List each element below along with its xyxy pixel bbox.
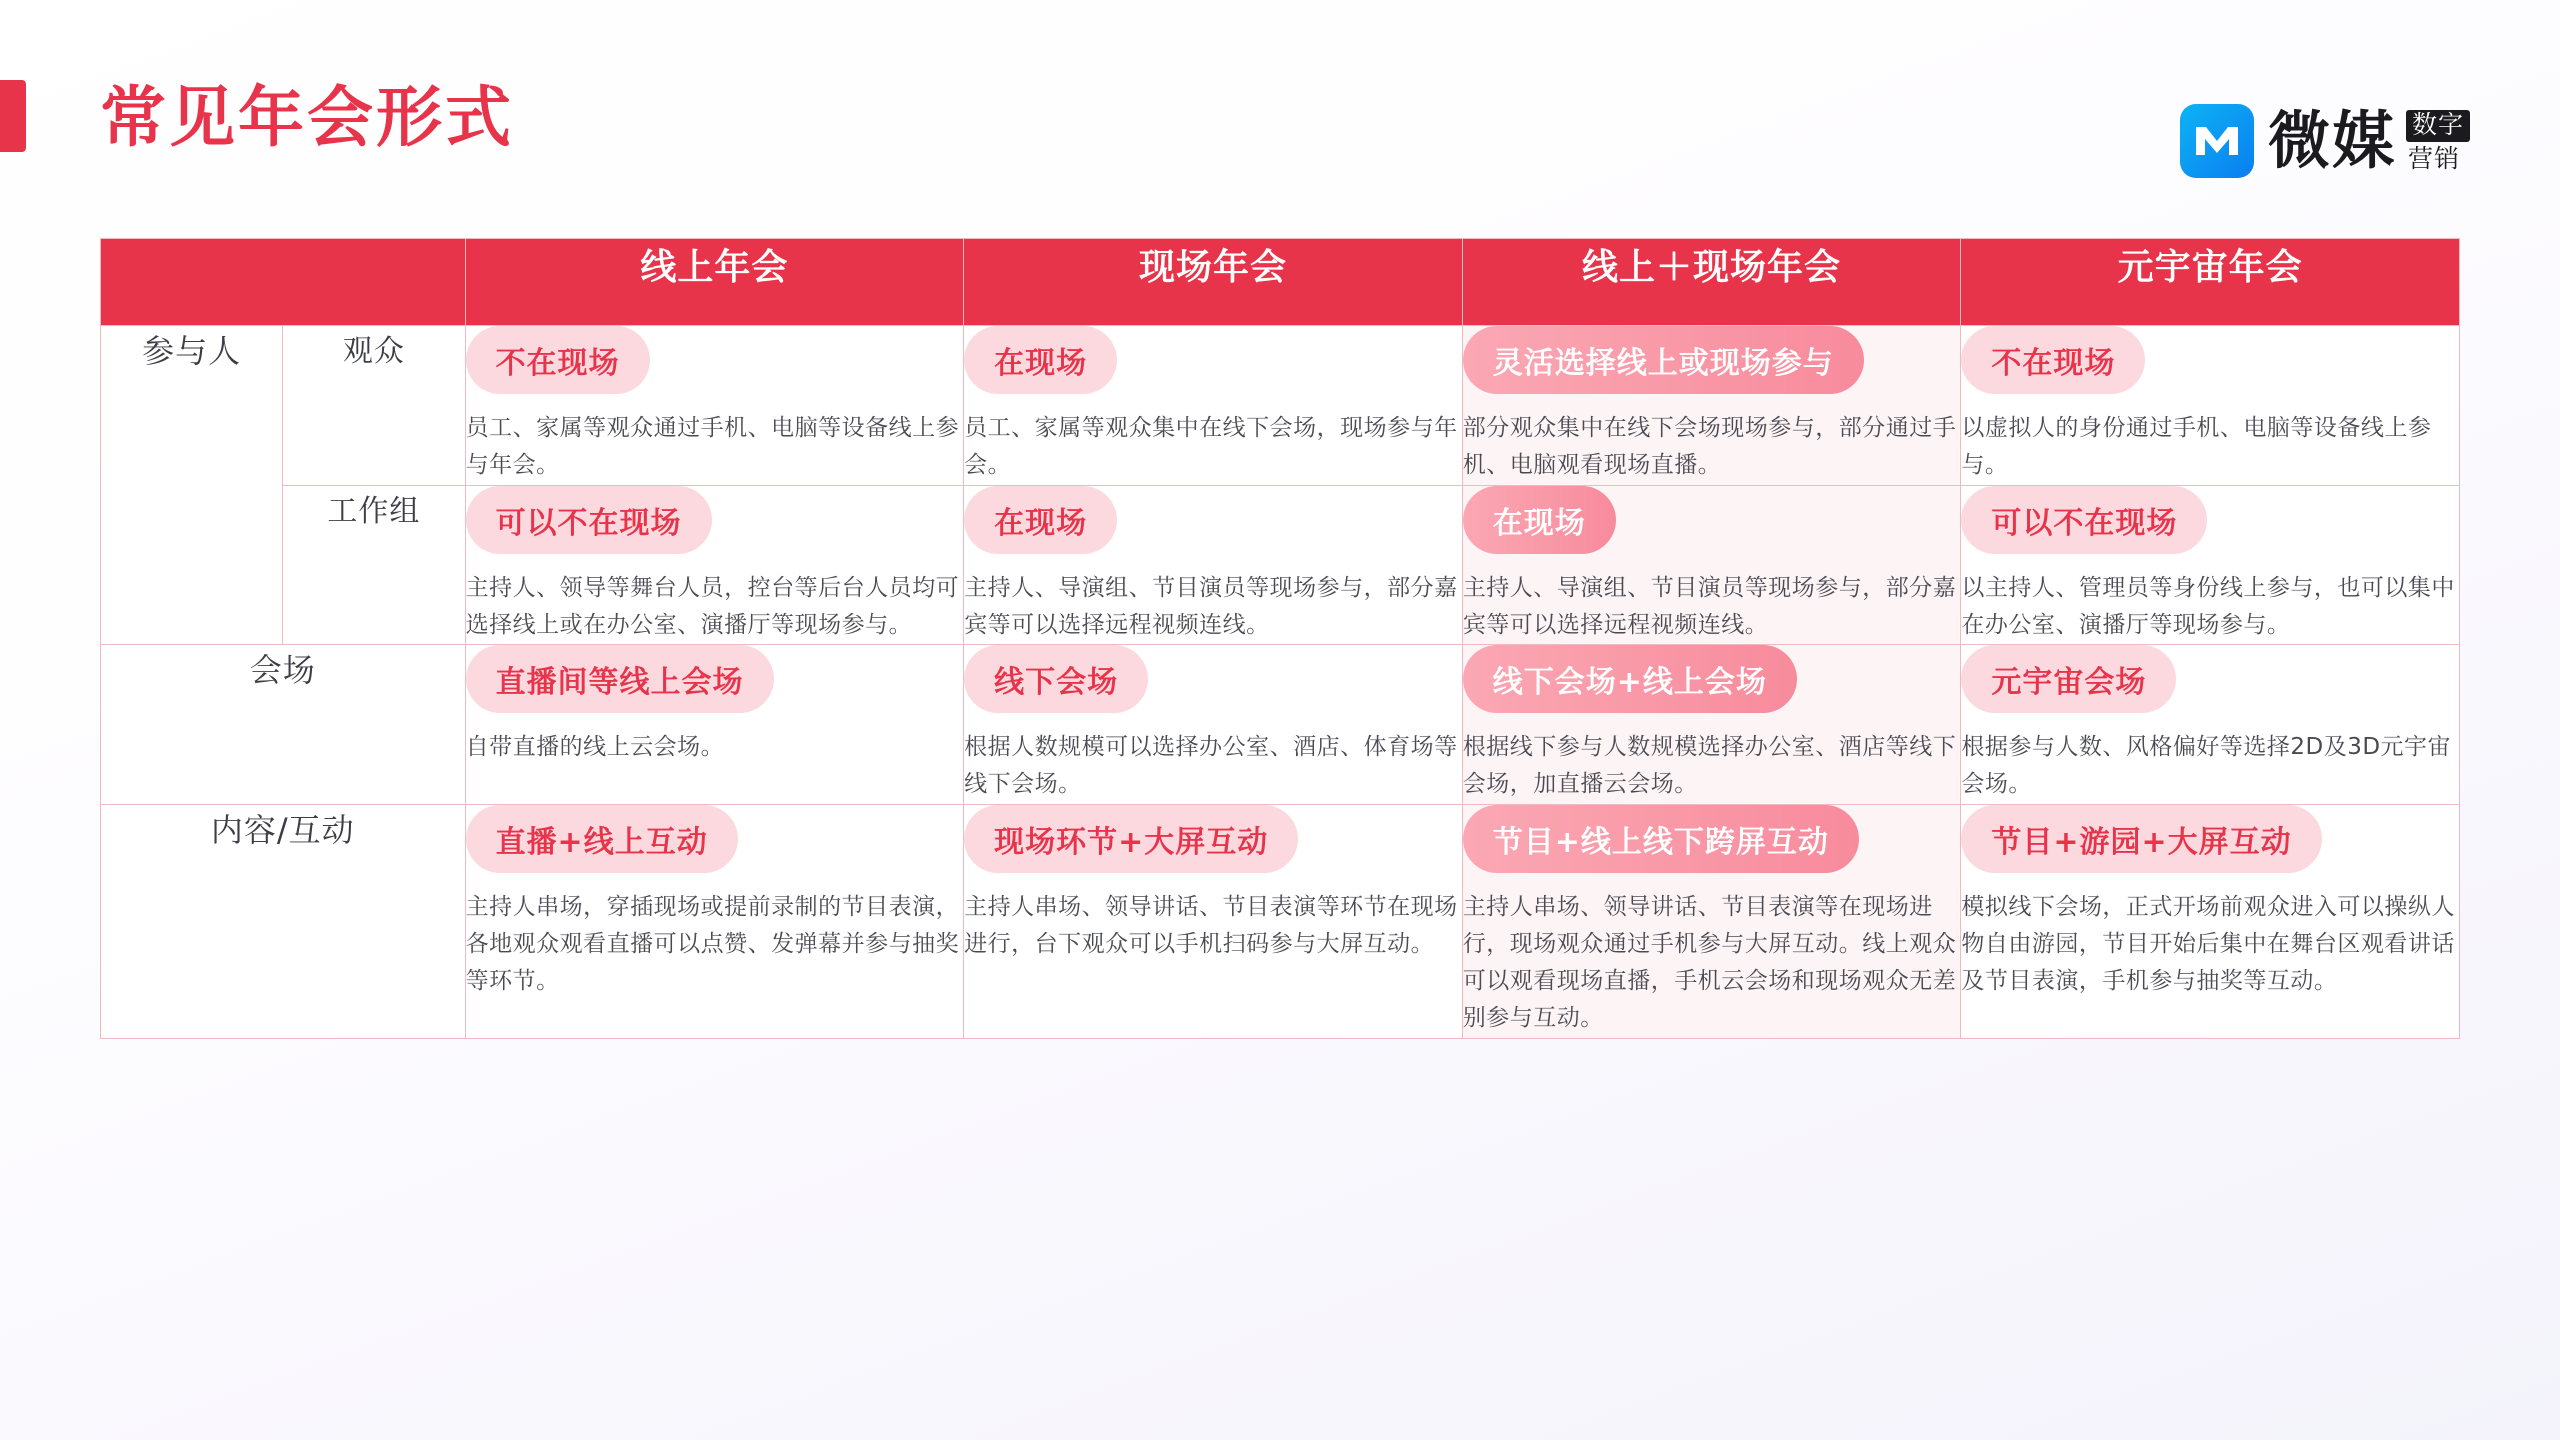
table-header-corner	[101, 239, 466, 326]
cell-venue-onsite	[964, 645, 1463, 805]
cell-audience-hybrid	[1462, 326, 1961, 486]
cell-desc: 自带直播的线上云会场。	[465, 734, 725, 760]
cell-desc: 员工、家属等观众通过手机、电脑等设备线上参与年会。	[465, 415, 960, 479]
cell-pill: 节目+游园+大屏互动	[1961, 805, 2321, 873]
brand-subtitle	[2406, 110, 2470, 172]
cell-pill: 直播+线上互动	[466, 805, 738, 873]
cell-staff-onsite	[964, 485, 1463, 645]
brand-subtitle-top: 数字	[2406, 110, 2470, 141]
cell-content-metaverse	[1961, 804, 2460, 1038]
brand-logo	[2180, 96, 2470, 186]
weimei-logo-mark-icon	[2180, 104, 2254, 178]
table-header-metaverse: 元宇宙年会	[1961, 239, 2460, 326]
cell-desc: 以主持人、管理员等身份线上参与，也可以集中在办公室、演播厅等现场参与。	[1961, 574, 2455, 638]
cell-content-onsite	[964, 804, 1463, 1038]
cell-audience-onsite	[964, 326, 1463, 486]
cell-pill: 直播间等线上会场	[466, 645, 774, 713]
table-header-online: 线上年会	[465, 239, 964, 326]
cell-desc: 模拟线下会场，正式开场前观众进入可以操纵人物自由游园，节目开始后集中在舞台区观看讲话及节目表演，手机参与抽奖等互动。	[1961, 893, 2455, 994]
row-sub-label-staff: 工作组	[283, 485, 465, 645]
cell-pill: 灵活选择线上或现场参与	[1463, 326, 1864, 394]
table-row	[101, 645, 2460, 805]
cell-audience-online	[465, 326, 964, 486]
cell-content-hybrid	[1462, 804, 1961, 1038]
cell-desc: 部分观众集中在线下会场现场参与，部分通过手机、电脑观看现场直播。	[1462, 415, 1957, 479]
cell-pill: 节目+线上线下跨屏互动	[1463, 805, 1859, 873]
cell-desc: 主持人串场，穿插现场或提前录制的节目表演，各地观众观看直播可以点赞、发弹幕并参与抽奖等环节。	[465, 893, 960, 994]
cell-desc: 主持人串场、领导讲话、节目表演等在现场进行，现场观众通过手机参与大屏互动。线上观众可以观看现场直播，手机云会场和现场观众无差别参与互动。	[1462, 893, 1957, 1032]
comparison-table-wrapper	[100, 238, 2460, 1039]
row-sub-label-audience: 观众	[283, 326, 465, 486]
cell-pill: 现场环节+大屏互动	[964, 805, 1298, 873]
cell-desc: 以虚拟人的身份通过手机、电脑等设备线上参与。	[1961, 415, 2432, 479]
table-row	[101, 485, 2460, 645]
cell-pill: 不在现场	[466, 326, 650, 394]
cell-pill: 可以不在现场	[1961, 486, 2207, 554]
cell-staff-hybrid	[1462, 485, 1961, 645]
row-group-label-venue: 会场	[101, 645, 466, 805]
cell-desc: 主持人、导演组、节目演员等现场参与，部分嘉宾等可以选择远程视频连线。	[1462, 574, 1957, 638]
cell-pill: 在现场	[1463, 486, 1616, 554]
cell-pill: 在现场	[964, 486, 1117, 554]
cell-pill: 不在现场	[1961, 326, 2145, 394]
cell-desc: 主持人、领导等舞台人员，控台等后台人员均可选择线上或在办公室、演播厅等现场参与。	[465, 574, 960, 638]
cell-venue-metaverse	[1961, 645, 2460, 805]
table-header-hybrid: 线上＋现场年会	[1462, 239, 1961, 326]
table-header-onsite: 现场年会	[964, 239, 1463, 326]
comparison-table	[100, 238, 2460, 1039]
cell-pill: 线下会场	[964, 645, 1148, 713]
table-row	[101, 326, 2460, 486]
row-group-label-participants: 参与人	[101, 326, 283, 645]
brand-name: 微媒	[2267, 104, 2396, 177]
cell-desc: 根据参与人数、风格偏好等选择2D及3D元宇宙会场。	[1961, 734, 2452, 798]
cell-staff-online	[465, 485, 964, 645]
page-title: 常见年会形式	[100, 79, 514, 156]
table-row	[101, 804, 2460, 1038]
cell-pill: 在现场	[964, 326, 1117, 394]
page-header	[0, 56, 2560, 177]
table-header-row	[101, 239, 2460, 326]
cell-pill: 可以不在现场	[466, 486, 712, 554]
brand-subtitle-bottom: 营销	[2407, 143, 2460, 173]
cell-venue-online	[465, 645, 964, 805]
cell-pill: 元宇宙会场	[1961, 645, 2176, 713]
row-group-label-content: 内容/互动	[101, 804, 466, 1038]
cell-pill: 线下会场+线上会场	[1463, 645, 1797, 713]
cell-desc: 员工、家属等观众集中在线下会场，现场参与年会。	[964, 415, 1458, 479]
cell-venue-hybrid	[1462, 645, 1961, 805]
cell-staff-metaverse	[1961, 485, 2460, 645]
cell-desc: 主持人、导演组、节目演员等现场参与，部分嘉宾等可以选择远程视频连线。	[964, 574, 1458, 638]
cell-desc: 根据线下参与人数规模选择办公室、酒店等线下会场，加直播云会场。	[1462, 734, 1957, 798]
cell-desc: 主持人串场、领导讲话、节目表演等环节在现场进行，台下观众可以手机扫码参与大屏互动。	[964, 893, 1458, 957]
title-accent-bar	[0, 80, 26, 152]
cell-desc: 根据人数规模可以选择办公室、酒店、体育场等线下会场。	[964, 734, 1458, 798]
cell-audience-metaverse	[1961, 326, 2460, 486]
cell-content-online	[465, 804, 964, 1038]
